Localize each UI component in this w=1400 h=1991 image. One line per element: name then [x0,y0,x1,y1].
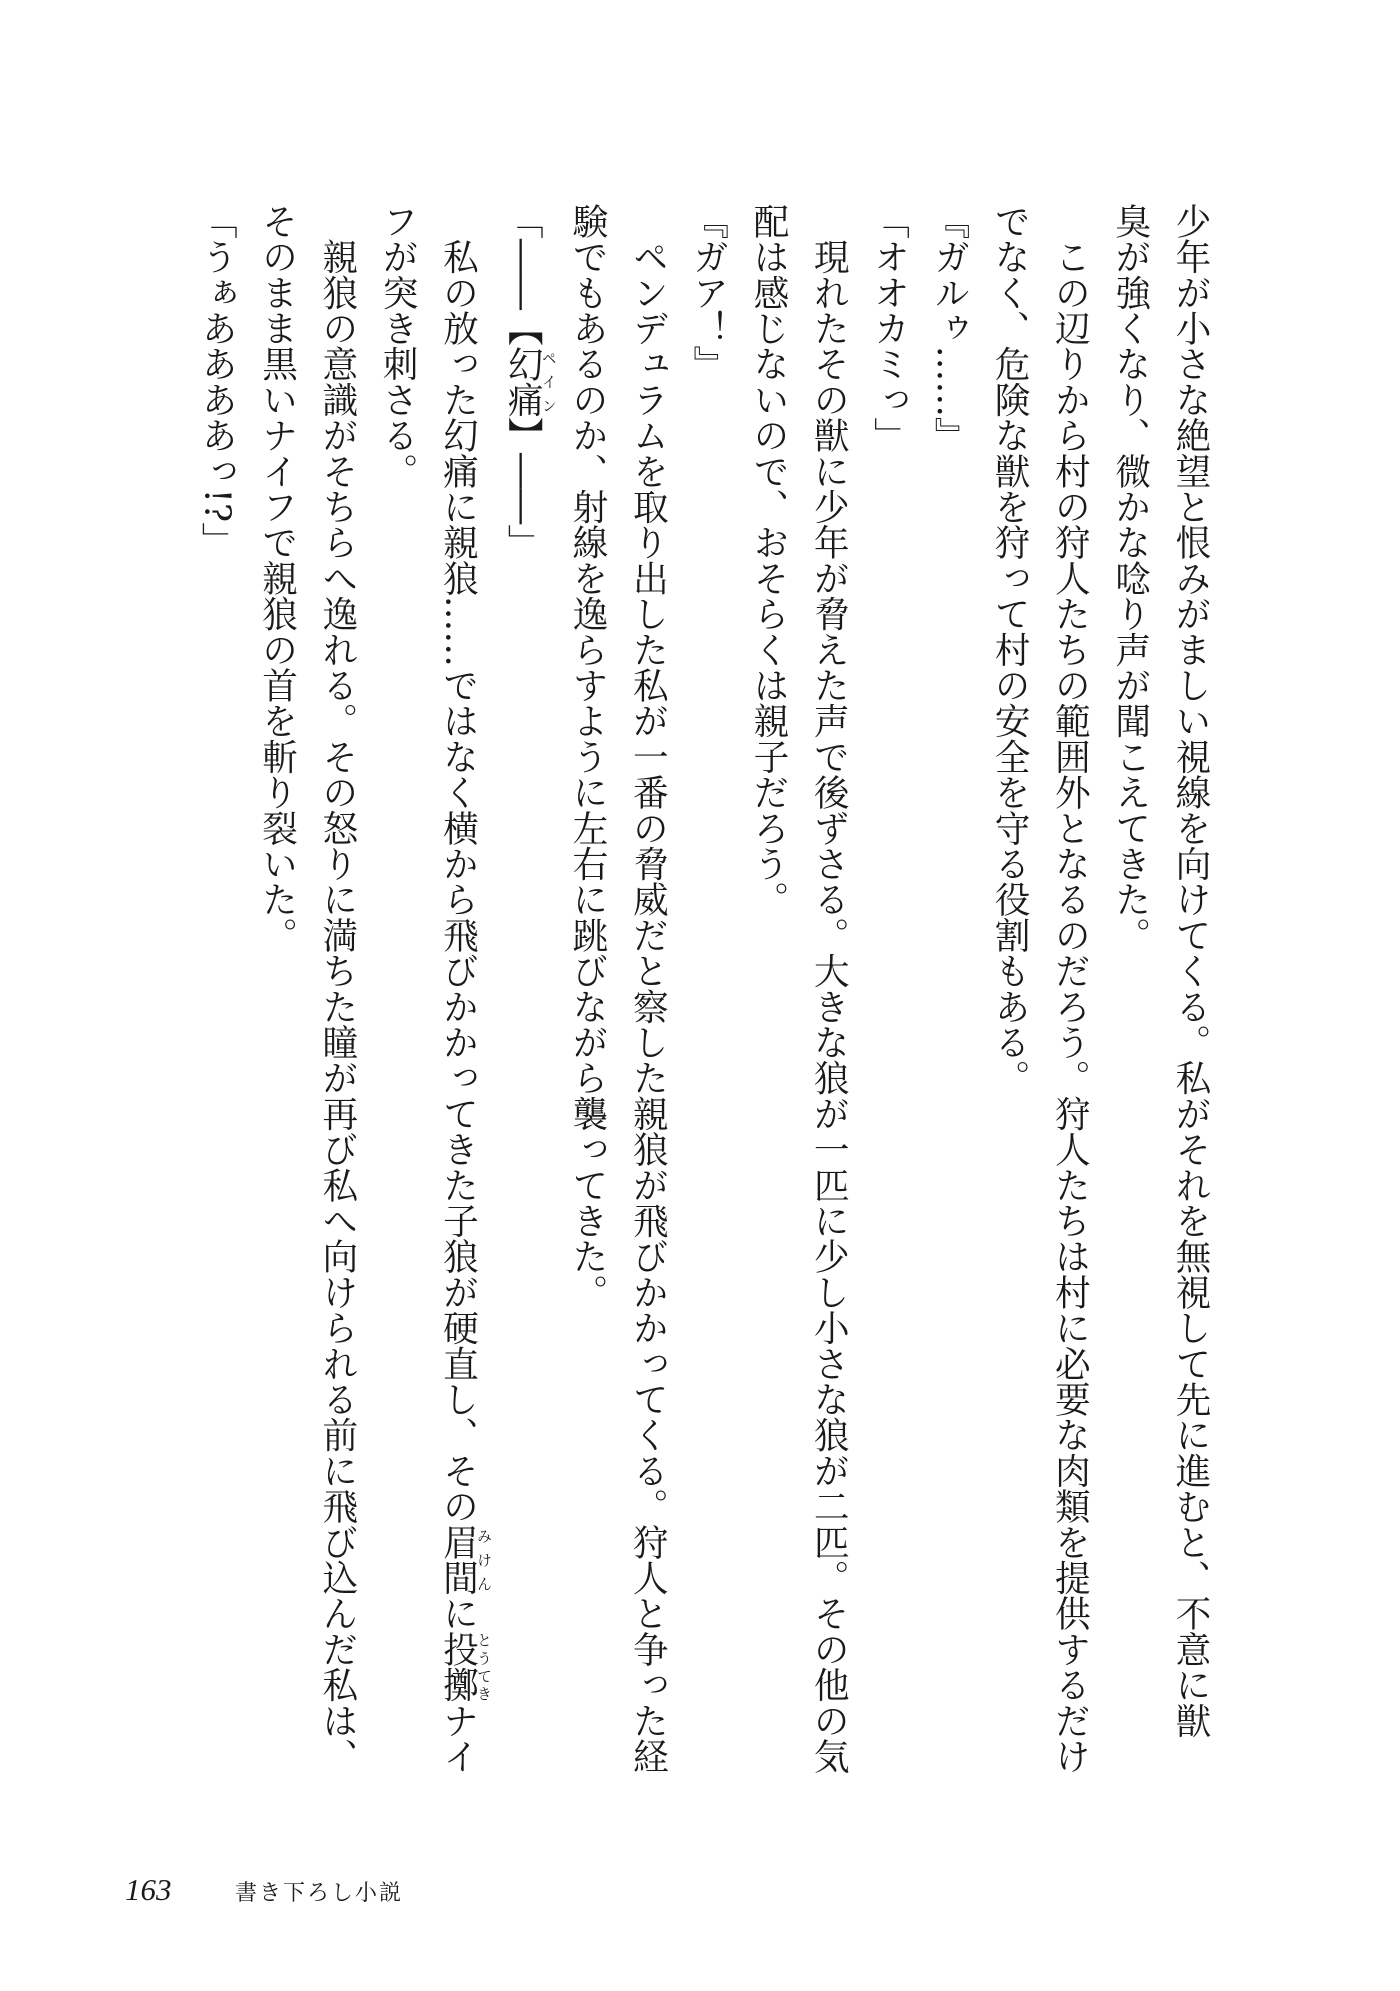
text-line [979,203,1039,1763]
text-segment: 配は感じないので、おそらくは親子だろう。 [747,203,789,917]
text-segment: 親狼の意識がそちらへ逸れる。その怒りに満ちた瞳が再び私へ向けられる前に飛び込んだ私は、 [316,203,358,1774]
ruby-annotation: ペイン [539,345,558,418]
ruby-text [437,1630,493,1703]
text-segment: 『ガルゥ……』 [928,203,970,453]
text-line [798,203,858,1774]
page-number: 163 [125,1872,172,1907]
text-line [186,203,246,1763]
text-line [858,203,918,1763]
running-title: 書き下ろし小説 [235,1881,404,1906]
text-segment: 少年が小さな絶望と恨みがましい視線を向けてくる。私がそれを無視して先に進むと、不意に獣 [1170,203,1211,1739]
text-line [367,203,427,1763]
text-line [738,203,798,1763]
text-line [492,203,557,1763]
text-segment: 「――【 [502,203,544,346]
text-line [557,203,617,1763]
ruby-annotation: とうてき [474,1630,493,1703]
text-segment: ペンデュラムを取り出した私が一番の脅威だと察した親狼が飛びかかってくる。狩人と争った経 [627,203,669,1774]
ruby-text [502,345,558,418]
text-segment: に [437,1595,479,1631]
ruby-base: 幻痛 [502,345,544,418]
ruby-annotation: みけん [474,1523,493,1596]
text-segment: ナイ [437,1702,479,1774]
text-segment: 「オオカミっ」 [868,203,910,453]
ruby-base: 投擲 [437,1630,479,1703]
text-line [1099,203,1159,1763]
text-segment: 験でもあるのか、射線を逸らすように左右に跳びながら襲ってきた。 [567,203,609,1310]
text-line [1160,203,1220,1763]
text-segment: そのまま黒いナイフで親狼の首を斬り裂いた。 [256,203,298,953]
text-line [617,203,677,1774]
text-segment: でなく、危険な獣を狩って村の安全を守る役割もある。 [989,203,1031,1096]
text-line [246,203,306,1763]
text-segment: 現れたその獣に少年が脅えた声で後ずさる。大きな狼が一匹に少し小さな狼が二匹。その他の気 [808,203,850,1774]
text-line [919,203,979,1763]
text-segment: フが突き刺さる。 [377,203,419,489]
text-line [677,203,737,1763]
text-segment: この辺りから村の狩人たちの範囲外となるのだろう。狩人たちは村に必要な肉類を提供するだけ [1049,203,1091,1774]
body-text [186,203,1220,1774]
text-line [427,203,493,1774]
text-segment: 私の放った幻痛に親狼……ではなく横から飛びかかってきた子狼が硬直し、その [437,203,479,1524]
text-segment: 】――」 [502,417,544,560]
text-segment: 『ガア！』 [687,203,729,382]
text-segment: 臭が強くなり、微かな唸り声が聞こえてきた。 [1109,203,1151,953]
ruby-text [437,1523,493,1596]
ruby-base: 眉間 [437,1523,479,1596]
text-line [307,203,367,1774]
text-segment: 「うぁああああっ!?」 [196,203,238,558]
text-line [1039,203,1099,1774]
page-footer [125,1872,403,1908]
